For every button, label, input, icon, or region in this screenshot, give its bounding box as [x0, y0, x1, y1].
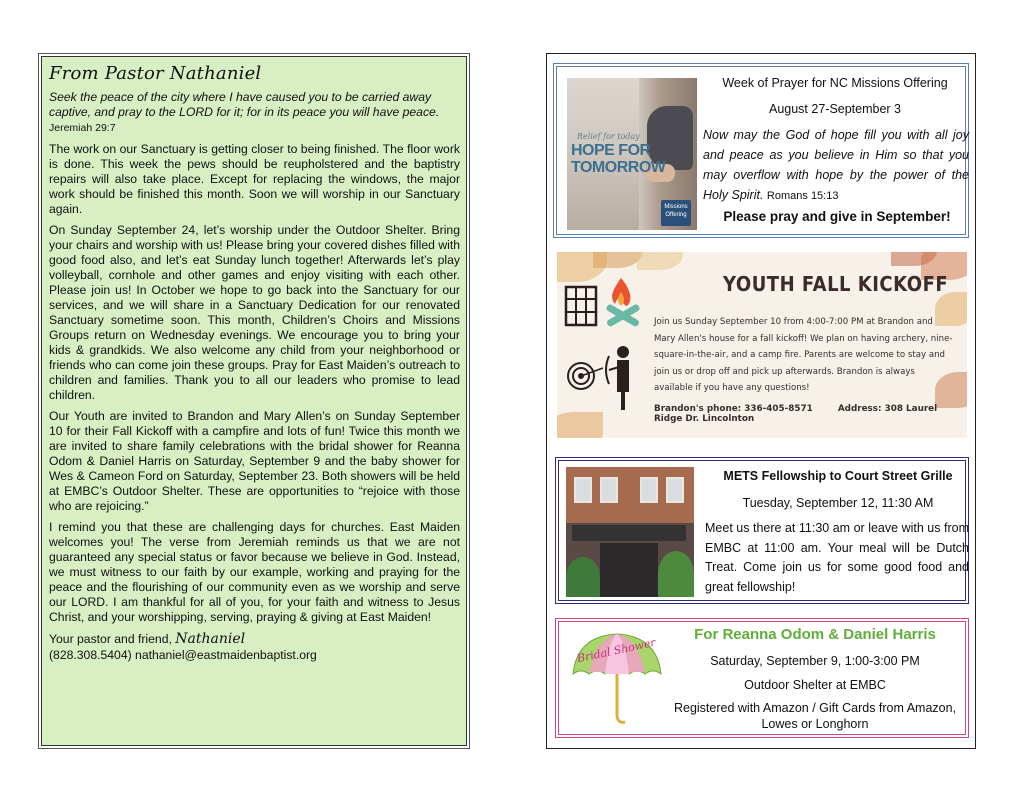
youth-title: YOUTH FALL KICKOFF [723, 272, 949, 297]
shower-registry: Registered with Amazon / Gift Cards from Amazon, Lowes or Longhorn [673, 701, 957, 731]
photo-plant [566, 557, 600, 597]
letter-signature: Nathaniel [175, 631, 246, 647]
missions-dates: August 27-September 3 [768, 102, 902, 116]
youth-body: Join us Sunday September 10 from 4:00-7:00 PM at Brandon and Mary Allen's house for a fall kickoff! We plan on having archery, nine-square-in-the-air, and a camp fire. Parents are welcome to stay and join us or drop off and pick up afterwards. Brandon is always available if you have any questions! [654, 317, 953, 393]
photo-plant [658, 551, 694, 597]
photo-window [574, 477, 592, 503]
pastor-letter-body [41, 56, 467, 746]
pastor-letter-panel [38, 53, 470, 749]
pastor-letter-title: From Pastor Nathaniel [49, 63, 262, 84]
nine-square-icon [566, 287, 596, 325]
youth-contact [654, 404, 964, 424]
campfire-icon [605, 278, 640, 327]
letter-paragraph-3: Our Youth are invited to Brandon and Mary Allen’s on Sunday September 10 for their Fall Kickoff with a campfire and lots of fun! Twice this month we are invited to share family celebrations with the bridal shower for Reanna Odom & Daniel Harris on Saturday, September 9 and the baby shower for Wes & Cameon Ford on Saturday, September 23. Both showers will be held at EMBC’s Outdoor Shelter. These are opportunities to “rejoice with those who are rejoicing.” [49, 409, 460, 513]
mets-box [555, 457, 969, 604]
bridal-shower-box [555, 618, 969, 738]
letter-paragraph-2: On Sunday September 24, let’s worship under the Outdoor Shelter. Bring your chairs and worship with us! Please bring your covered dishes filled with good food also, and let’s eat Sunday lunch together! Afterwards let’s play volleyball, cornhole and other games and enjoy visiting with each other. Please join us! In October we hope to go back into the Sanctuary for our services, and we will share in a Sanctuary Dedication for our renovated Sanctuary sometime soon. This month, Children’s Choirs and Missions Groups return on Wednesday evenings. We encourage you to bring your kids & grandkids. We also welcome any child from your neighborhood or friends who can come join these groups. Pray for East Maiden’s outreach to children and families. Thank you to all our leaders who promise to lead children. [49, 223, 460, 402]
youth-kickoff-flyer [557, 252, 967, 438]
bridal-shower-umbrella-icon [567, 628, 667, 728]
youth-icons [557, 252, 657, 438]
missions-box [553, 63, 969, 238]
mets-body: Meet us there at 11:30 am or leave with us from EMBC at 11:00 am. Your meal will be Dutch Treat. Come join us for some good food and great fellowship! [705, 521, 969, 594]
target-icon [568, 363, 603, 389]
bridal-shower-box-inner [558, 621, 966, 735]
photo-awning [572, 525, 686, 541]
missions-verse-ref: Romans 15:13 [766, 190, 839, 202]
letter-closing-line [49, 631, 460, 647]
letter-verse-ref: Jeremiah 29:7 [49, 122, 116, 134]
image-hope-text [571, 142, 665, 176]
missions-badge: Missions Offering [661, 200, 691, 226]
photo-window [600, 477, 618, 503]
letter-verse-text: Seek the peace of the city where I have caused you to be carried away captive, and pray to the LORD for it; for in its peace you will have peace. [49, 90, 440, 119]
photo-window [640, 477, 658, 503]
image-hope-line-1: HOPE FOR [571, 142, 651, 159]
hope-for-tomorrow-image [567, 78, 697, 230]
missions-verse [703, 125, 969, 206]
letter-contact: (828.308.5404) nathaniel@eastmaidenbaptist.org [49, 648, 317, 662]
archer-icon [606, 346, 629, 410]
letter-closing: Your pastor and friend, [49, 632, 172, 646]
missions-verse-text: Now may the God of hope fill you with all joy and peace as you believe in Him so that you may overflow with hope by the power of the Holy Spirit. [703, 128, 969, 202]
mets-title: METS Fellowship to Court Street Grille [723, 469, 953, 483]
letter-verse [49, 90, 460, 136]
shower-title: For Reanna Odom & Daniel Harris [694, 626, 936, 643]
shower-date: Saturday, September 9, 1:00-3:00 PM [710, 654, 920, 668]
missions-cta: Please pray and give in September! [723, 209, 951, 224]
image-relief-text: Relief for today [577, 132, 640, 141]
mets-date: Tuesday, September 12, 11:30 AM [742, 496, 934, 510]
youth-phone: Brandon's phone: 336-405-8571 [654, 404, 813, 414]
court-street-grille-photo [566, 467, 694, 597]
letter-paragraph-1: The work on our Sanctuary is getting closer to being finished. The floor work is done. This week the pews should be reupholstered and the baptistry repairs will also take place. Except for replacing the windows, the major work should be finished this month. Soon we will worship in our Sanctuary again. [49, 142, 460, 216]
photo-window [666, 477, 684, 503]
mets-box-inner [558, 460, 969, 601]
youth-address: Address: 308 Laurel Ridge Dr. Lincolnton [654, 404, 938, 424]
shower-location: Outdoor Shelter at EMBC [744, 678, 886, 692]
umbrella-label: Bridal Shower [575, 635, 657, 666]
letter-paragraph-4: I remind you that these are challenging days for churches. East Maiden welcomes you! The verse from Jeremiah reminds us that we are not guaranteed any special status or favor because we believe in God. Instead, we must witness to our faith by our example, working and praying for the peace and the flourishing of our community even as we worship and serve our LORD. I am thankful for all of you, for your faith and witness to Jesus Christ, and your worshipping, serving, praying & giving at East Maiden! [49, 520, 460, 624]
announcements-panel [546, 53, 976, 749]
photo-entrance [600, 543, 658, 597]
missions-box-inner [556, 66, 969, 235]
image-hope-line-2: TOMORROW [571, 159, 666, 176]
missions-title: Week of Prayer for NC Missions Offering [722, 76, 948, 90]
